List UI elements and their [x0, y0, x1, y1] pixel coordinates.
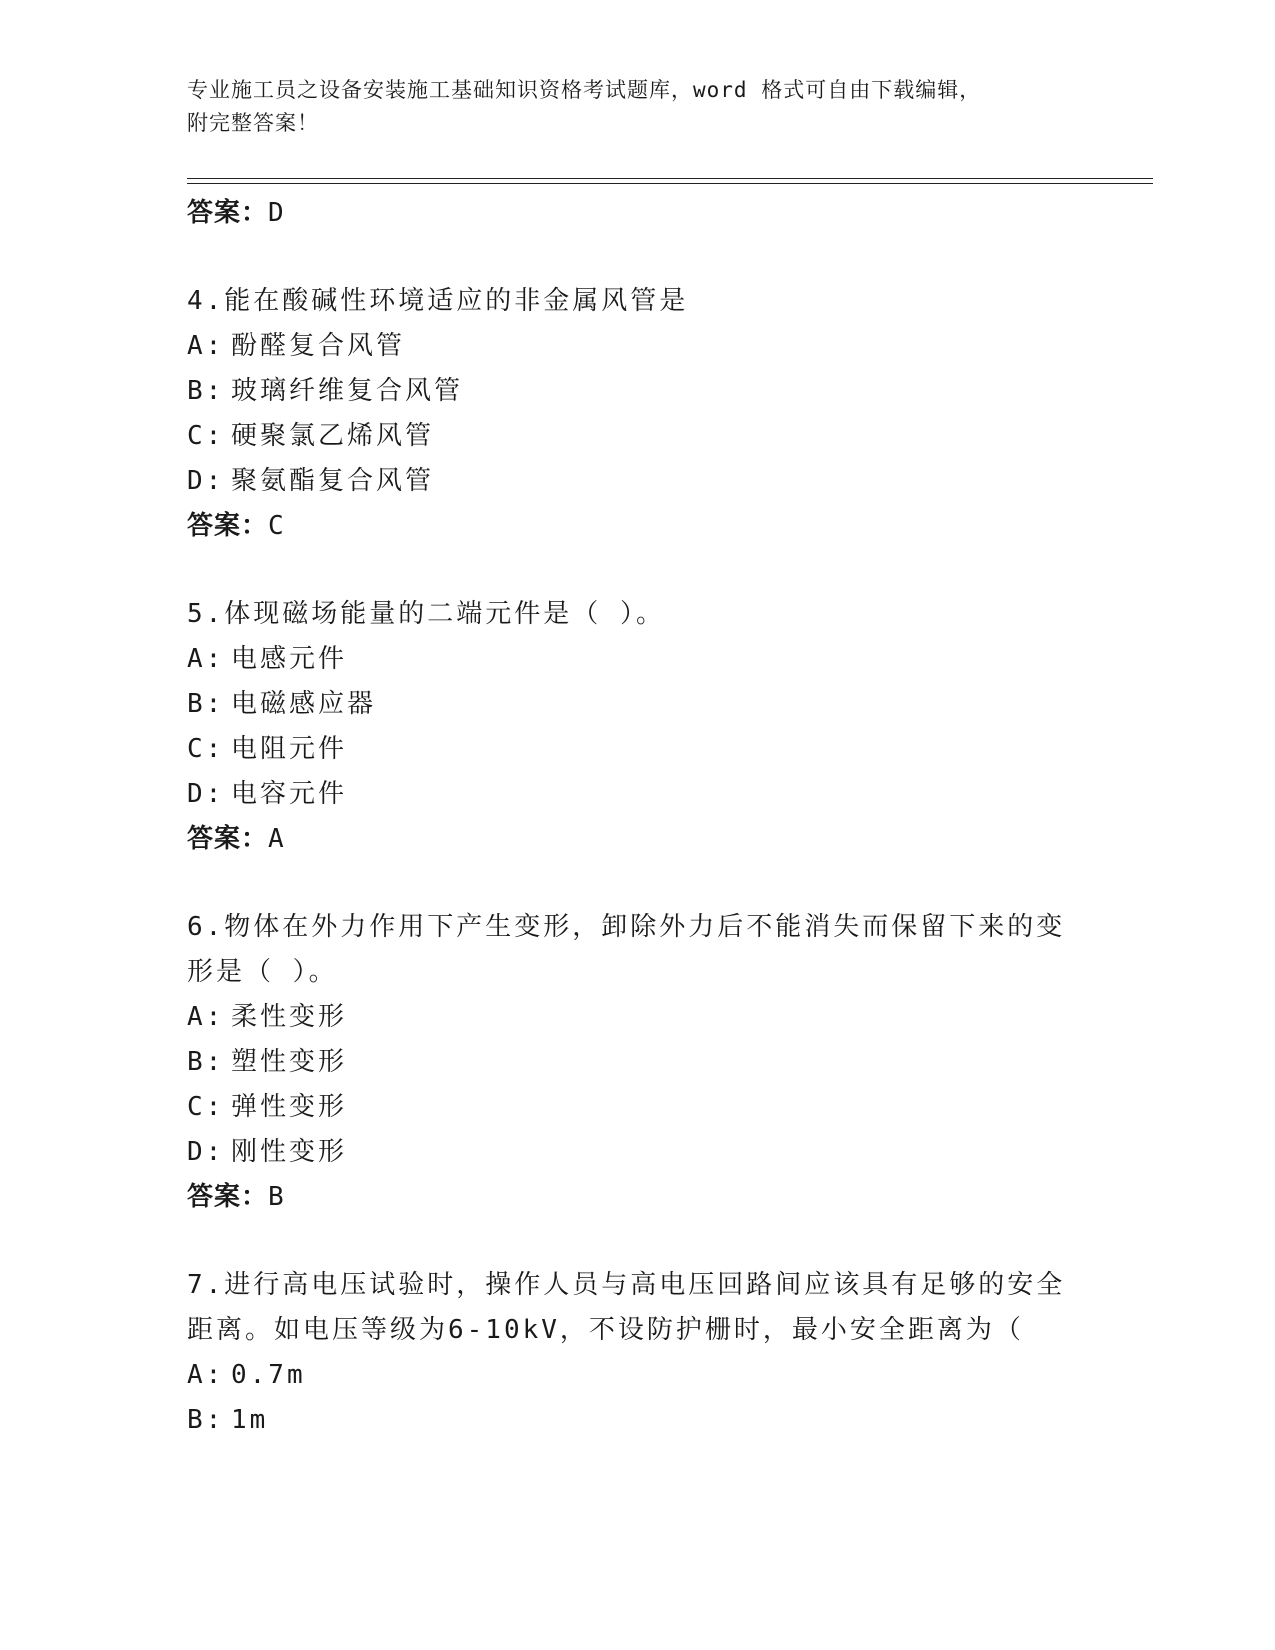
question-list — [187, 191, 1067, 1443]
question-stem: 4.能在酸碱性环境适应的非金属风管是 — [187, 286, 689, 316]
document-header — [187, 74, 1087, 140]
option-a: A: 0.7m — [187, 1360, 306, 1390]
answer-label: 答案： — [187, 1182, 269, 1212]
header-line-2: 附完整答案！ — [187, 111, 319, 135]
answer-label: 答案： — [187, 511, 269, 541]
option-c: C: 弹性变形 — [187, 1092, 348, 1122]
answer-value: B — [268, 1182, 285, 1212]
answer-value: C — [268, 511, 285, 541]
header-divider-top — [187, 178, 1153, 179]
header-line-1: 专业施工员之设备安装施工基础知识资格考试题库，word 格式可自由下载编辑， — [187, 78, 982, 102]
answer-line — [187, 504, 1067, 548]
answer-line — [187, 191, 1067, 235]
option-b: B: 电磁感应器 — [187, 689, 377, 719]
question-stem: 6.物体在外力作用下产生变形，卸除外力后不能消失而保留下来的变形是（ ）。 — [187, 912, 1066, 987]
answer-label: 答案： — [187, 198, 269, 228]
option-d: D: 电容元件 — [187, 779, 348, 809]
question-stem: 5.体现磁场能量的二端元件是（ ）。 — [187, 599, 665, 629]
option-b: B: 塑性变形 — [187, 1047, 348, 1077]
answer-line — [187, 817, 1067, 861]
header-divider-bottom — [187, 183, 1153, 184]
option-a: A: 酚醛复合风管 — [187, 331, 406, 361]
option-b: B: 玻璃纤维复合风管 — [187, 376, 464, 406]
question-7 — [187, 1263, 1067, 1443]
option-c: C: 硬聚氯乙烯风管 — [187, 421, 435, 451]
answer-value: D — [268, 198, 285, 228]
option-a: A: 电感元件 — [187, 644, 348, 674]
option-a: A: 柔性变形 — [187, 1002, 348, 1032]
option-c: C: 电阻元件 — [187, 734, 348, 764]
option-d: D: 聚氨酯复合风管 — [187, 466, 435, 496]
answer-line — [187, 1175, 1067, 1219]
answer-value: A — [268, 824, 285, 854]
question-5 — [187, 592, 1067, 861]
answer-label: 答案： — [187, 824, 269, 854]
option-d: D: 刚性变形 — [187, 1137, 348, 1167]
question-4 — [187, 279, 1067, 548]
question-6 — [187, 905, 1067, 1219]
question-stem: 7.进行高电压试验时，操作人员与高电压回路间应该具有足够的安全距离。如电压等级为6-10kV，不设防护栅时，最小安全距离为（ — [187, 1270, 1066, 1345]
option-b: B: 1m — [187, 1405, 269, 1435]
